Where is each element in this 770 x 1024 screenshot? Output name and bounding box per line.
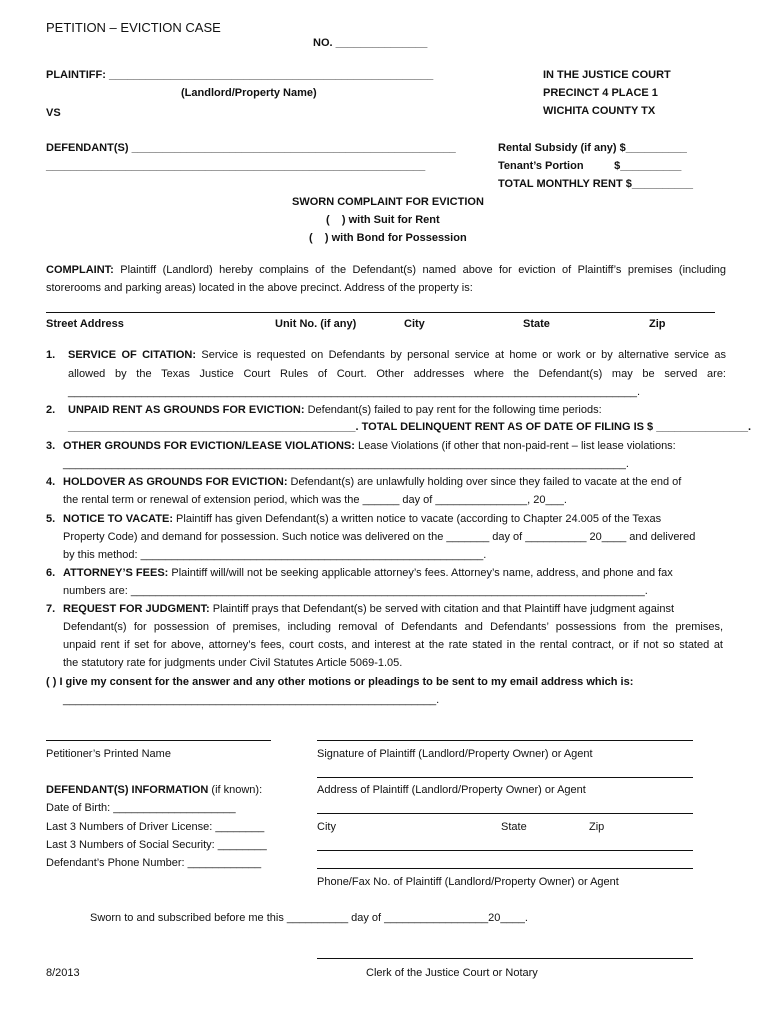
driver-license-field[interactable]: Last 3 Numbers of Driver License: ________ — [46, 821, 265, 833]
clerk-label: Clerk of the Justice Court or Notary — [366, 967, 538, 979]
item-4-number: 4. — [46, 476, 56, 488]
plaintiff-sublabel: (Landlord/Property Name) — [181, 87, 317, 99]
defendant-label: DEFENDANT(S) — [46, 142, 129, 154]
page-title: PETITION – EVICTION CASE — [46, 20, 221, 35]
delinquent-rent-field[interactable]: _______________________________________________. TOTAL DELINQUENT RENT AS OF DATE OF FILING IS $ _______________. — [68, 421, 752, 433]
city-label: City — [404, 318, 425, 330]
complaint-label: COMPLAINT: — [46, 264, 114, 276]
item-4-label: HOLDOVER AS GROUNDS FOR EVICTION: — [63, 476, 288, 488]
item-1-line-2: allowed by the Texas Justice Court Rules of Court. Other addresses where the Defendant(s) may be served are: — [68, 368, 726, 380]
plaintiff-label: PLAINTIFF: — [46, 69, 106, 81]
item-3-number: 3. — [46, 440, 56, 452]
form-date-code: 8/2013 — [46, 967, 80, 979]
case-no — [313, 37, 427, 50]
rental-subsidy-field[interactable]: Rental Subsidy (if any) $__________ — [498, 142, 687, 154]
clerk-signature-line[interactable] — [317, 958, 693, 959]
item-6-label: ATTORNEY’S FEES: — [63, 567, 169, 579]
signature-label: Signature of Plaintiff (Landlord/Property Owner) or Agent — [317, 748, 593, 760]
item-1-line-1 — [68, 349, 726, 362]
case-no-field[interactable]: _______________ — [335, 37, 428, 49]
defendant-phone-field[interactable]: Defendant’s Phone Number: ____________ — [46, 857, 262, 869]
item-4-text-1: Defendant(s) are unlawfully holding over since they failed to vacate at the end of — [287, 476, 682, 488]
plaintiff-row — [46, 69, 433, 82]
item-1-number: 1. — [46, 349, 56, 361]
sig-zip-label: Zip — [589, 821, 605, 833]
property-address-field[interactable] — [46, 312, 715, 313]
complaint-title: SWORN COMPLAINT FOR EVICTION — [292, 196, 484, 208]
street-address-label: Street Address — [46, 318, 124, 330]
versus-label: VS — [46, 107, 61, 119]
extra-line[interactable] — [317, 850, 693, 851]
defendant-field-2[interactable]: ______________________________________________________________ — [46, 160, 426, 172]
item-3-text: Lease Violations (if other that non-paid-rent – list lease violations: — [354, 440, 676, 452]
sig-state-label: State — [501, 821, 527, 833]
state-label: State — [523, 318, 550, 330]
item-2-text: Defendant(s) failed to pay rent for the following time periods: — [304, 404, 602, 416]
item-2-number: 2. — [46, 404, 56, 416]
defendant-row — [46, 142, 456, 155]
email-consent-checkbox[interactable]: ( ) I give my consent for the answer and any other motions or pleadings to be sent to my email address which is: — [46, 676, 634, 688]
lease-violations-field[interactable]: ____________________________________________________________________________________________. — [63, 458, 629, 470]
sig-city-label: City — [317, 821, 336, 833]
total-rent-field[interactable]: TOTAL MONTHLY RENT $__________ — [498, 178, 694, 190]
phone-fax-label: Phone/Fax No. of Plaintiff (Landlord/Property Owner) or Agent — [317, 876, 619, 888]
case-no-label: NO. — [313, 37, 333, 49]
complaint-text-1: Plaintiff (Landlord) hereby complains of the Defendant(s) named above for eviction of Plaintiff’s premises (including — [113, 264, 726, 276]
printed-name-label: Petitioner’s Printed Name — [46, 748, 171, 760]
item-7-line-2: Defendant(s) for possession of premises, including removal of Defendants and Defendants’ possessions from the premises, — [63, 621, 723, 633]
item-3-label: OTHER GROUNDS FOR EVICTION/LEASE VIOLATIONS: — [63, 440, 355, 452]
tenant-portion-field[interactable]: Tenant’s Portion $__________ — [498, 160, 682, 172]
address-line[interactable] — [317, 777, 693, 778]
defendant-info-title — [46, 784, 262, 797]
printed-name-line[interactable] — [46, 740, 271, 741]
item-6-text-1: Plaintiff will/will not be seeking applicable attorney’s fees. Attorney’s name, address, and phone and fax — [168, 567, 673, 579]
zip-label: Zip — [649, 318, 666, 330]
complaint-line-2: storerooms and parking areas) located in the above precinct. Address of the property is: — [46, 282, 473, 294]
item-4-line-1 — [63, 476, 681, 489]
defendant-info-suffix: (if known): — [208, 784, 263, 796]
attorney-info-field[interactable]: numbers are: ____________________________________________________________________________________. — [63, 585, 648, 597]
address-label: Address of Plaintiff (Landlord/Property Owner) or Agent — [317, 784, 586, 796]
item-6-line-1 — [63, 567, 673, 580]
email-address-field[interactable]: _____________________________________________________________. — [63, 694, 440, 706]
item-7-line-1 — [63, 603, 674, 616]
sworn-statement[interactable]: Sworn to and subscribed before me this __________ day of _________________20____. — [90, 912, 528, 924]
item-5-text-1: Plaintiff has given Defendant(s) a written notice to vacate (according to Chapter 24.005 of the Texas — [173, 513, 662, 525]
signature-line[interactable] — [317, 740, 693, 741]
item-3-line-1 — [63, 440, 676, 453]
court-precinct: PRECINCT 4 PLACE 1 — [543, 87, 658, 99]
bond-for-possession-checkbox[interactable]: ( ) with Bond for Possession — [309, 232, 467, 244]
item-1-label: SERVICE OF CITATION: — [68, 349, 197, 361]
phone-fax-line[interactable] — [317, 868, 693, 869]
social-security-field[interactable]: Last 3 Numbers of Social Security: ________ — [46, 839, 267, 851]
item-5-line-1 — [63, 513, 661, 526]
defendant-info-label: DEFENDANT(S) INFORMATION — [46, 784, 209, 796]
item-5-label: NOTICE TO VACATE: — [63, 513, 173, 525]
item-2-label: UNPAID RENT AS GROUNDS FOR EVICTION: — [68, 404, 305, 416]
item-7-text-1: Plaintiff prays that Defendant(s) be served with citation and that Plaintiff have judgment against — [209, 603, 674, 615]
item-1-addresses-field[interactable]: _____________________________________________________________________________________________. — [68, 386, 640, 398]
holdover-date-field[interactable]: the rental term or renewal of extension period, which was the ______ day of _______________, 20___. — [63, 494, 567, 506]
item-7-number: 7. — [46, 603, 56, 615]
item-1-text-1: Service is requested on Defendants by personal service at home or work or by alternative service as — [196, 349, 726, 361]
plaintiff-field[interactable]: _____________________________________________________ — [108, 69, 434, 81]
item-7-line-4: the statutory rate for judgments under Civil Statutes Article 5069-1.05. — [63, 657, 403, 669]
item-2-line-1 — [68, 404, 602, 417]
item-7-label: REQUEST FOR JUDGMENT: — [63, 603, 210, 615]
suit-for-rent-checkbox[interactable]: ( ) with Suit for Rent — [326, 214, 440, 226]
item-7-line-3: unpaid rent if set for above, attorney’s fees, court costs, and interest at the rate stated in the rental contract, or if not so stated at — [63, 639, 723, 651]
court-name: IN THE JUSTICE COURT — [543, 69, 671, 81]
complaint-line-1 — [46, 264, 726, 277]
item-6-number: 6. — [46, 567, 56, 579]
notice-date-field[interactable]: Property Code) and demand for possession. Such notice was delivered on the _______ day of __________ 20____ and delivered — [63, 531, 696, 543]
city-state-zip-line[interactable] — [317, 813, 693, 814]
court-county: WICHITA COUNTY TX — [543, 105, 656, 117]
item-5-number: 5. — [46, 513, 56, 525]
notice-method-field[interactable]: by this method: ________________________________________________________. — [63, 549, 487, 561]
defendant-field[interactable]: _____________________________________________________ — [131, 142, 456, 154]
date-of-birth-field[interactable]: Date of Birth: ____________________ — [46, 802, 236, 814]
unit-label: Unit No. (if any) — [275, 318, 357, 330]
